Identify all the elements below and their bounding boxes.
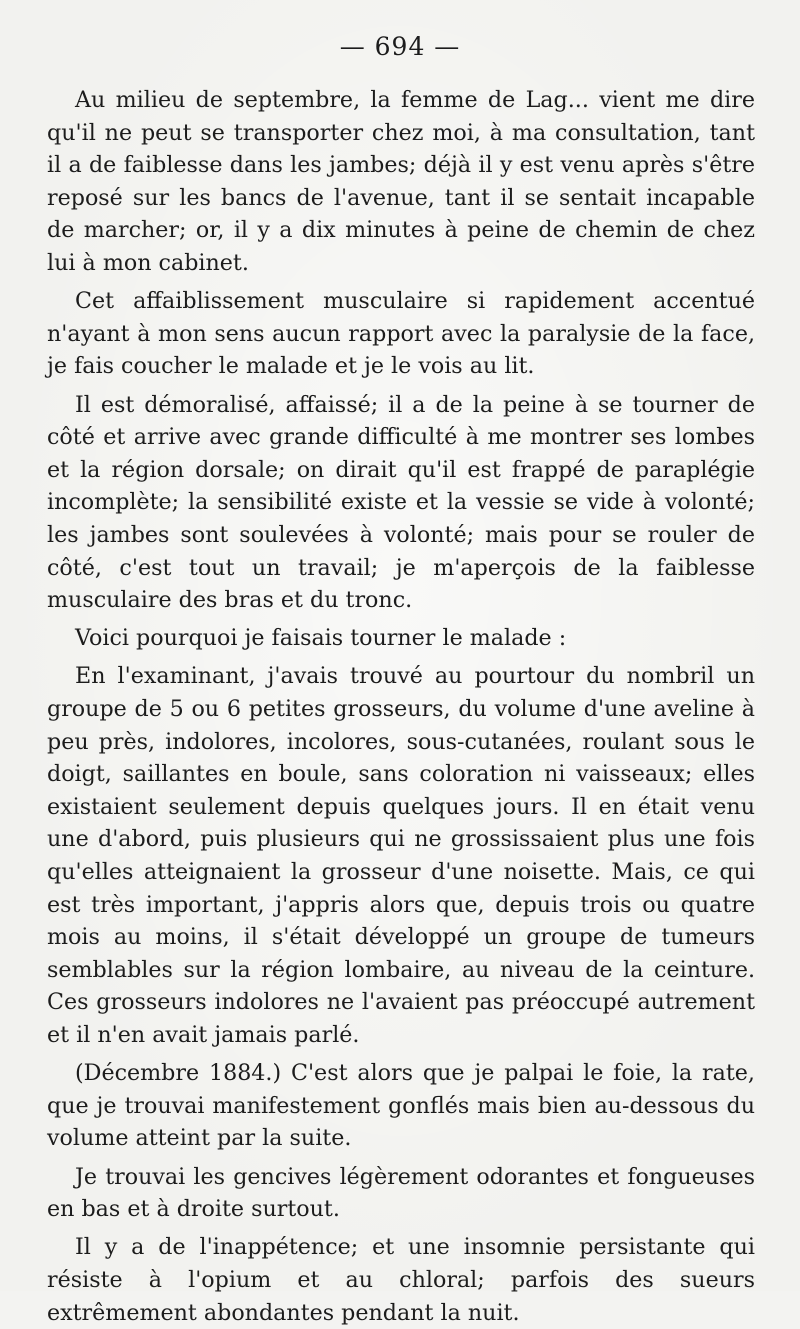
paragraph: En l'examinant, j'avais trouvé au pourtour du nombril un groupe de 5 ou 6 petites grosseurs, du volume d'une aveline à peu près, indolores, incolores, sous-cutanées, roulant sous le doigt, saillantes en boule, sans coloration ni vaisseaux; elles existaient seulement depuis quelques jours. Il en était venu une d'abord, puis plusieurs qui ne grossissaient plus une fois qu'elles atteignaient la grosseur d'une noisette. Mais, ce qui est très important, j'appris alors que, depuis trois ou quatre mois au moins, il s'était développé un groupe de tumeurs semblables sur la région lombaire, au niveau de la ceinture. Ces grosseurs indolores ne l'avaient pas préoccupé autrement et il n'en avait jamais parlé. [47,663,755,1048]
paragraph: Je trouvai les gencives légèrement odorantes et fongueuses en bas et à droite surtout. [47,1163,755,1223]
paragraph: Voici pourquoi je faisais tourner le malade : [75,625,567,652]
body-text [47,84,755,1329]
paragraph: Il est démoralisé, affaissé; il a de la peine à se tourner de côté et arrive avec grande difficulté à me montrer ses lombes et la région dorsale; on dirait qu'il est frappé de paraplégie incomplète; la sensibilité existe et la vessie se vide à volonté; les jambes sont soulevées à volonté; mais pour se rouler de côté, c'est tout un travail; je m'aperçois de la faiblesse musculaire des bras et du tronc. [47,391,755,614]
paragraph: Cet affaiblissement musculaire si rapidement accentué n'ayant à mon sens aucun rapport avec la paralysie de la face, je fais coucher le malade et je le vois au lit. [47,288,755,380]
page-number: — 694 — [339,32,461,61]
paragraph: (Décembre 1884.) C'est alors que je palpai le foie, la rate, que je trouvai manifestement gonflés mais bien au-dessous du volume atteint par la suite. [47,1060,755,1152]
paragraph: Il y a de l'inappétence; et une insomnie persistante qui résiste à l'opium et au chloral; parfois des sueurs extrêmement abondantes pendant la nuit. [47,1234,755,1326]
paragraph: Au milieu de septembre, la femme de Lag... vient me dire qu'il ne peut se transporter chez moi, à ma consultation, tant il a de faiblesse dans les jambes; déjà il y est venu après s'être reposé sur les bancs de l'avenue, tant il se sentait incapable de marcher; or, il y a dix minutes à peine de chemin de chez lui à mon cabinet. [47,87,755,276]
